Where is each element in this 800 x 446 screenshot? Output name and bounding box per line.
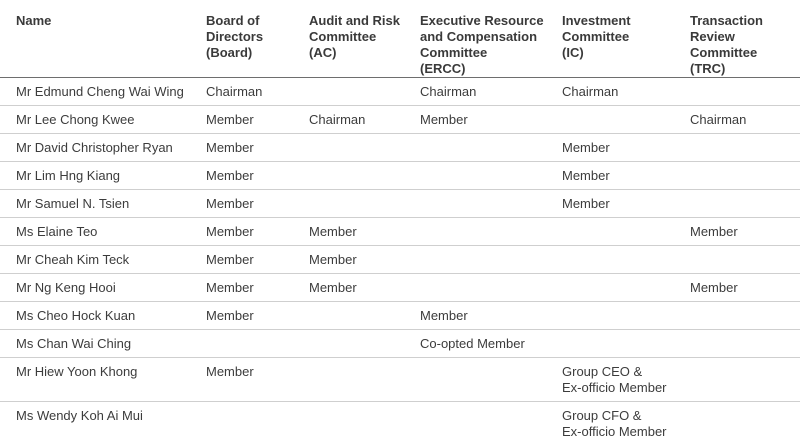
cell-name: Ms Elaine Teo xyxy=(0,218,200,246)
cell-trc: Member xyxy=(684,274,800,302)
cell-name: Mr Samuel N. Tsien xyxy=(0,190,200,218)
cell-ic: Group CEO & Ex-officio Member xyxy=(556,358,684,402)
cell-ac: Member xyxy=(303,274,414,302)
cell-name: Mr David Christopher Ryan xyxy=(0,134,200,162)
cell-name: Mr Lee Chong Kwee xyxy=(0,106,200,134)
cell-ac: Chairman xyxy=(303,106,414,134)
cell-ercc: Member xyxy=(414,106,556,134)
cell-trc xyxy=(684,190,800,218)
cell-trc xyxy=(684,134,800,162)
cell-name: Mr Ng Keng Hooi xyxy=(0,274,200,302)
cell-board: Member xyxy=(200,246,303,274)
cell-ac xyxy=(303,402,414,446)
cell-ac xyxy=(303,330,414,358)
table-row xyxy=(0,330,800,358)
table-row xyxy=(0,302,800,330)
table-row xyxy=(0,134,800,162)
table-row xyxy=(0,218,800,246)
table-row xyxy=(0,190,800,218)
cell-ac xyxy=(303,162,414,190)
cell-board: Chairman xyxy=(200,78,303,106)
cell-ercc: Chairman xyxy=(414,78,556,106)
table-row xyxy=(0,358,800,402)
cell-ic: Group CFO & Ex-officio Member xyxy=(562,408,667,439)
cell-ic xyxy=(556,330,684,358)
cell-ercc: Co-opted Member xyxy=(414,330,556,358)
cell-board xyxy=(200,402,303,446)
cell-ic: Member xyxy=(556,134,684,162)
cell-ac: Member xyxy=(303,218,414,246)
table-row xyxy=(0,106,800,134)
cell-trc xyxy=(684,402,800,446)
cell-name: Mr Hiew Yoon Khong xyxy=(0,358,200,402)
cell-ercc xyxy=(414,190,556,218)
cell-ercc xyxy=(414,218,556,246)
header-name: Name xyxy=(0,0,200,78)
header-ac: Audit and Risk Committee (AC) xyxy=(303,0,414,78)
cell-trc xyxy=(684,246,800,274)
table-body xyxy=(0,78,800,446)
cell-ic: Member xyxy=(556,162,684,190)
cell-ic xyxy=(556,302,684,330)
cell-trc xyxy=(684,302,800,330)
cell-ercc xyxy=(414,274,556,302)
cell-name: Ms Chan Wai Ching xyxy=(0,330,200,358)
cell-name: Mr Cheah Kim Teck xyxy=(0,246,200,274)
cell-ercc: Member xyxy=(414,302,556,330)
cell-board: Member xyxy=(200,162,303,190)
cell-ercc xyxy=(414,402,556,446)
cell-ic xyxy=(556,274,684,302)
cell-ercc xyxy=(414,134,556,162)
cell-board: Member xyxy=(200,134,303,162)
cell-trc xyxy=(684,330,800,358)
cell-board: Member xyxy=(200,190,303,218)
cell-ercc xyxy=(414,358,556,402)
table-row xyxy=(0,274,800,302)
cell-ic xyxy=(556,246,684,274)
table-row xyxy=(0,78,800,106)
cell-ac xyxy=(303,302,414,330)
cell-trc xyxy=(684,162,800,190)
header-row xyxy=(0,0,800,78)
cell-board: Member xyxy=(200,358,303,402)
cell-ic: Chairman xyxy=(556,78,684,106)
cell-board xyxy=(200,330,303,358)
cell-ac xyxy=(303,78,414,106)
header-ercc: Executive Resource and Compensation Committee (ERCC) xyxy=(414,0,556,78)
cell-ac xyxy=(303,190,414,218)
cell-trc: Member xyxy=(684,218,800,246)
cell-ic: Member xyxy=(556,190,684,218)
cell-ic xyxy=(556,106,684,134)
cell-board: Member xyxy=(200,218,303,246)
cell-ercc xyxy=(414,246,556,274)
cell-board: Member xyxy=(200,106,303,134)
table-row xyxy=(0,402,800,446)
cell-name: Ms Cheo Hock Kuan xyxy=(0,302,200,330)
table-header xyxy=(0,0,800,78)
header-board: Board of Directors (Board) xyxy=(200,0,303,78)
cell-trc xyxy=(684,358,800,402)
cell-ac xyxy=(303,358,414,402)
header-ic: Investment Committee (IC) xyxy=(556,0,684,78)
cell-board: Member xyxy=(200,302,303,330)
cell-name: Mr Lim Hng Kiang xyxy=(0,162,200,190)
cell-ercc xyxy=(414,162,556,190)
cell-board: Member xyxy=(200,274,303,302)
cell-trc: Chairman xyxy=(684,106,800,134)
cell-trc xyxy=(684,78,800,106)
cell-ic xyxy=(556,218,684,246)
table-row xyxy=(0,246,800,274)
table-row xyxy=(0,162,800,190)
cell-ac xyxy=(303,134,414,162)
cell-ac: Member xyxy=(303,246,414,274)
header-trc: Transaction Review Committee (TRC) xyxy=(684,0,800,78)
cell-name: Ms Wendy Koh Ai Mui xyxy=(16,408,143,423)
cell-name: Mr Edmund Cheng Wai Wing xyxy=(0,78,200,106)
